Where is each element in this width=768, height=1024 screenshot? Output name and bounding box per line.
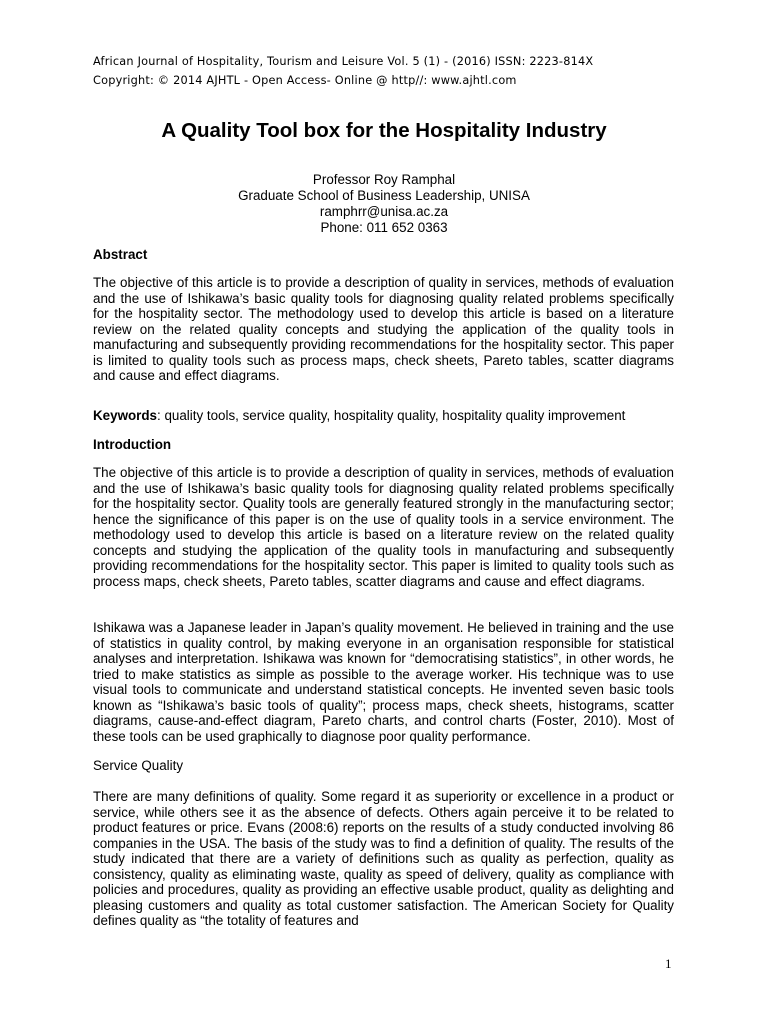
introduction-paragraph-1: The objective of this article is to provide a description of quality in services, methods of evaluation and the use of Ishikawa’s basic quality tools for diagnosing quality related problems specifically for the hospitality sector. Quality tools are generally featured strongly in the manufacturing sector; hence the significance of this paper is on the use of quality tools in a service environment. The methodology used to develop this article is based on a literature review on the related quality concepts and studying the application of the quality tools in manufacturing and subsequently providing recommendations for the hospitality sector. This paper is limited to quality tools such as process maps, check sheets, Pareto tables, scatter diagrams and cause and effect diagrams. xyxy=(93,465,674,589)
author-affiliation: Graduate School of Business Leadership, UNISA xyxy=(238,188,530,203)
service-quality-paragraph-1: There are many definitions of quality. Some regard it as superiority or excellence in a product or service, while others see it as the absence of defects. Others again perceive it to be related to product features or price. Evans (2008:6) reports on the results of a study conducted involving 86 companies in the USA. The basis of the study was to find a definition of quality. The results of the study indicated that there are a variety of definitions such as quality as perfection, quality as consistency, quality as eliminating waste, quality as speed of delivery, quality as compliance with policies and procedures, quality as providing an effective usable product, quality as delighting and pleasing customers and quality as total customer satisfaction. The American Society for Quality defines quality as “the totality of features and xyxy=(93,789,674,928)
introduction-paragraph-2: Ishikawa was a Japanese leader in Japan’s quality movement. He believed in training and the use of statistics in quality control, by making everyone in an organisation responsible for statistical analyses and interpretation. Ishikawa was known for “democratising statistics”, in other words, he tried to make statistics as simple as possible to the average worker. His technique was to use visual tools to communicate and understand statistical concepts. He invented seven basic tools known as “Ishikawa’s basic tools of quality”; process maps, check sheets, histograms, scatter diagrams, cause-and-effect diagram, Pareto charts, and control charts (Foster, 2010). Most of these tools can be used graphically to diagnose poor quality performance. xyxy=(93,620,674,744)
author-name: Professor Roy Ramphal xyxy=(312,172,456,187)
abstract-heading: Abstract xyxy=(93,247,148,262)
paper-title: A Quality Tool box for the Hospitality Industry xyxy=(161,119,607,142)
author-email: ramphrr@unisa.ac.za xyxy=(319,204,449,219)
keywords-line xyxy=(93,408,693,423)
journal-copyright-line: Copyright: © 2014 AJHTL - Open Access- Online @ http//: www.ajhtl.com xyxy=(93,74,517,87)
service-quality-heading: Service Quality xyxy=(93,758,184,773)
journal-header xyxy=(93,52,693,90)
journal-citation-line: African Journal of Hospitality, Tourism and Leisure Vol. 5 (1) - (2016) ISSN: 2223-814X xyxy=(93,55,594,68)
keywords-label: Keywords xyxy=(93,408,157,423)
page-number: 1 xyxy=(665,956,672,971)
author-phone: Phone: 011 652 0363 xyxy=(320,220,448,235)
author-block xyxy=(0,172,768,236)
introduction-heading: Introduction xyxy=(93,437,172,452)
abstract-text: The objective of this article is to provide a description of quality in services, methods of evaluation and the use of Ishikawa’s basic quality tools for diagnosing quality related problems specifically for the hospitality sector. The methodology used to develop this article is based on a literature review on the related quality concepts and studying the application of the quality tools in manufacturing and subsequently providing recommendations for the hospitality sector. This paper is limited to quality tools such as process maps, check sheets, Pareto tables, scatter diagrams and cause and effect diagrams. xyxy=(93,275,674,383)
keywords-text: : quality tools, service quality, hospitality quality, hospitality quality improvement xyxy=(157,408,626,423)
